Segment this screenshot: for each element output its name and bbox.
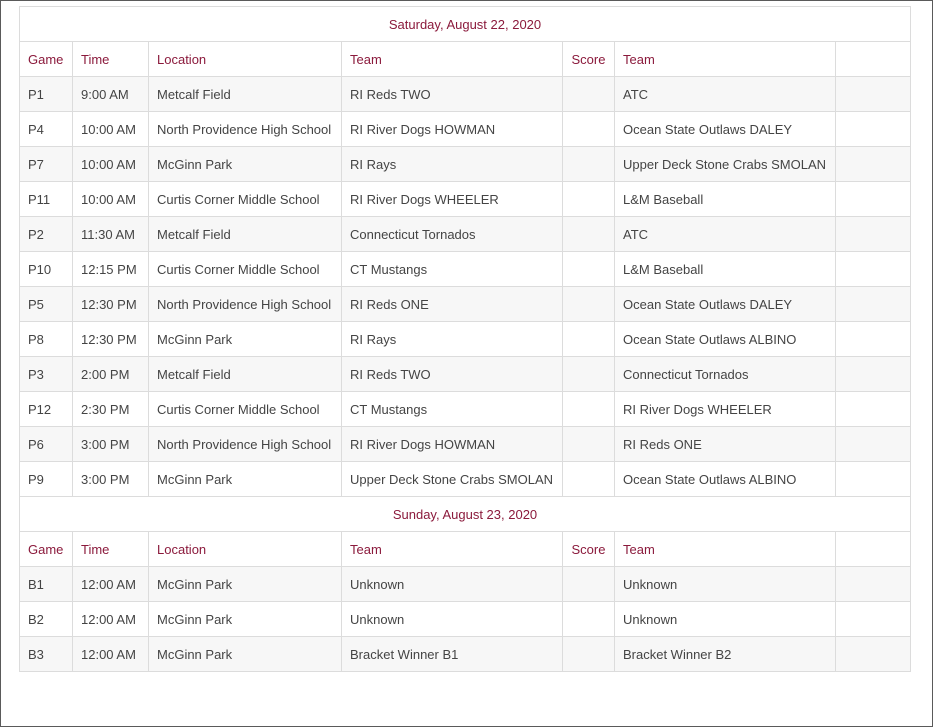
game-row bbox=[20, 252, 911, 287]
row-blank bbox=[836, 322, 911, 357]
home-team: RI River Dogs WHEELER bbox=[342, 182, 563, 217]
game-id: P1 bbox=[20, 77, 73, 112]
game-score bbox=[563, 322, 615, 357]
row-blank bbox=[836, 77, 911, 112]
game-time: 12:30 PM bbox=[73, 322, 149, 357]
column-header-game: Game bbox=[20, 42, 73, 77]
game-time: 12:00 AM bbox=[73, 602, 149, 637]
row-blank bbox=[836, 427, 911, 462]
game-id: P2 bbox=[20, 217, 73, 252]
home-team: RI Reds TWO bbox=[342, 77, 563, 112]
game-id: P11 bbox=[20, 182, 73, 217]
game-score bbox=[563, 637, 615, 672]
game-time: 10:00 AM bbox=[73, 182, 149, 217]
game-time: 2:00 PM bbox=[73, 357, 149, 392]
away-team: Bracket Winner B2 bbox=[615, 637, 836, 672]
game-location: McGinn Park bbox=[149, 637, 342, 672]
row-blank bbox=[836, 392, 911, 427]
away-team: Connecticut Tornados bbox=[615, 357, 836, 392]
game-row bbox=[20, 147, 911, 182]
column-header-score: Score bbox=[563, 532, 615, 567]
column-header-game: Game bbox=[20, 532, 73, 567]
away-team: Ocean State Outlaws ALBINO bbox=[615, 462, 836, 497]
game-id: P5 bbox=[20, 287, 73, 322]
game-score bbox=[563, 357, 615, 392]
game-row bbox=[20, 182, 911, 217]
game-location: Metcalf Field bbox=[149, 77, 342, 112]
game-id: B2 bbox=[20, 602, 73, 637]
home-team: RI Reds TWO bbox=[342, 357, 563, 392]
column-header-team: Team bbox=[615, 532, 836, 567]
game-id: P8 bbox=[20, 322, 73, 357]
away-team: Ocean State Outlaws DALEY bbox=[615, 112, 836, 147]
home-team: RI Reds ONE bbox=[342, 287, 563, 322]
schedule-table bbox=[19, 6, 911, 672]
game-row bbox=[20, 322, 911, 357]
away-team: Unknown bbox=[615, 602, 836, 637]
row-blank bbox=[836, 602, 911, 637]
column-header-time: Time bbox=[73, 532, 149, 567]
row-blank bbox=[836, 287, 911, 322]
row-blank bbox=[836, 252, 911, 287]
game-time: 3:00 PM bbox=[73, 462, 149, 497]
game-row bbox=[20, 357, 911, 392]
game-row bbox=[20, 392, 911, 427]
home-team: CT Mustangs bbox=[342, 252, 563, 287]
game-id: P4 bbox=[20, 112, 73, 147]
away-team: RI Reds ONE bbox=[615, 427, 836, 462]
column-header-blank bbox=[836, 532, 911, 567]
game-id: P12 bbox=[20, 392, 73, 427]
row-blank bbox=[836, 357, 911, 392]
row-blank bbox=[836, 217, 911, 252]
column-header-row bbox=[20, 42, 911, 77]
game-row bbox=[20, 427, 911, 462]
row-blank bbox=[836, 147, 911, 182]
game-row bbox=[20, 462, 911, 497]
game-time: 10:00 AM bbox=[73, 112, 149, 147]
game-id: P10 bbox=[20, 252, 73, 287]
column-header-team: Team bbox=[342, 532, 563, 567]
home-team: Upper Deck Stone Crabs SMOLAN bbox=[342, 462, 563, 497]
away-team: Upper Deck Stone Crabs SMOLAN bbox=[615, 147, 836, 182]
date-heading: Sunday, August 23, 2020 bbox=[20, 497, 911, 532]
game-location: McGinn Park bbox=[149, 567, 342, 602]
game-location: North Providence High School bbox=[149, 427, 342, 462]
away-team: ATC bbox=[615, 77, 836, 112]
game-time: 10:00 AM bbox=[73, 147, 149, 182]
home-team: Unknown bbox=[342, 602, 563, 637]
away-team: ATC bbox=[615, 217, 836, 252]
game-id: B3 bbox=[20, 637, 73, 672]
away-team: Ocean State Outlaws ALBINO bbox=[615, 322, 836, 357]
column-header-row bbox=[20, 532, 911, 567]
game-score bbox=[563, 567, 615, 602]
game-row bbox=[20, 567, 911, 602]
game-location: Metcalf Field bbox=[149, 357, 342, 392]
game-location: McGinn Park bbox=[149, 462, 342, 497]
game-location: Metcalf Field bbox=[149, 217, 342, 252]
column-header-location: Location bbox=[149, 532, 342, 567]
game-row bbox=[20, 112, 911, 147]
home-team: Unknown bbox=[342, 567, 563, 602]
column-header-location: Location bbox=[149, 42, 342, 77]
home-team: RI Rays bbox=[342, 322, 563, 357]
column-header-score: Score bbox=[563, 42, 615, 77]
game-score bbox=[563, 287, 615, 322]
away-team: RI River Dogs WHEELER bbox=[615, 392, 836, 427]
away-team: L&M Baseball bbox=[615, 182, 836, 217]
game-time: 12:30 PM bbox=[73, 287, 149, 322]
home-team: RI River Dogs HOWMAN bbox=[342, 112, 563, 147]
away-team: L&M Baseball bbox=[615, 252, 836, 287]
column-header-team: Team bbox=[342, 42, 563, 77]
row-blank bbox=[836, 567, 911, 602]
game-time: 12:15 PM bbox=[73, 252, 149, 287]
column-header-team: Team bbox=[615, 42, 836, 77]
away-team: Unknown bbox=[615, 567, 836, 602]
game-id: B1 bbox=[20, 567, 73, 602]
game-score bbox=[563, 602, 615, 637]
game-time: 3:00 PM bbox=[73, 427, 149, 462]
game-id: P3 bbox=[20, 357, 73, 392]
away-team: Ocean State Outlaws DALEY bbox=[615, 287, 836, 322]
game-score bbox=[563, 77, 615, 112]
game-location: Curtis Corner Middle School bbox=[149, 252, 342, 287]
game-row bbox=[20, 77, 911, 112]
home-team: RI Rays bbox=[342, 147, 563, 182]
game-score bbox=[563, 392, 615, 427]
game-location: Curtis Corner Middle School bbox=[149, 182, 342, 217]
home-team: CT Mustangs bbox=[342, 392, 563, 427]
game-score bbox=[563, 112, 615, 147]
game-time: 9:00 AM bbox=[73, 77, 149, 112]
game-location: North Providence High School bbox=[149, 112, 342, 147]
game-row bbox=[20, 602, 911, 637]
game-score bbox=[563, 462, 615, 497]
game-score bbox=[563, 147, 615, 182]
row-blank bbox=[836, 462, 911, 497]
game-score bbox=[563, 427, 615, 462]
game-id: P6 bbox=[20, 427, 73, 462]
game-time: 11:30 AM bbox=[73, 217, 149, 252]
game-time: 12:00 AM bbox=[73, 637, 149, 672]
row-blank bbox=[836, 182, 911, 217]
game-row bbox=[20, 217, 911, 252]
game-score bbox=[563, 217, 615, 252]
row-blank bbox=[836, 637, 911, 672]
game-id: P7 bbox=[20, 147, 73, 182]
column-header-time: Time bbox=[73, 42, 149, 77]
game-row bbox=[20, 287, 911, 322]
game-location: McGinn Park bbox=[149, 602, 342, 637]
game-location: Curtis Corner Middle School bbox=[149, 392, 342, 427]
home-team: Connecticut Tornados bbox=[342, 217, 563, 252]
game-location: McGinn Park bbox=[149, 147, 342, 182]
game-time: 12:00 AM bbox=[73, 567, 149, 602]
home-team: Bracket Winner B1 bbox=[342, 637, 563, 672]
date-header-row bbox=[20, 497, 911, 532]
column-header-blank bbox=[836, 42, 911, 77]
game-score bbox=[563, 252, 615, 287]
home-team: RI River Dogs HOWMAN bbox=[342, 427, 563, 462]
date-header-row bbox=[20, 7, 911, 42]
row-blank bbox=[836, 112, 911, 147]
game-location: McGinn Park bbox=[149, 322, 342, 357]
game-score bbox=[563, 182, 615, 217]
schedule-body bbox=[20, 7, 911, 672]
date-heading: Saturday, August 22, 2020 bbox=[20, 7, 911, 42]
game-row bbox=[20, 637, 911, 672]
game-location: North Providence High School bbox=[149, 287, 342, 322]
game-id: P9 bbox=[20, 462, 73, 497]
game-time: 2:30 PM bbox=[73, 392, 149, 427]
